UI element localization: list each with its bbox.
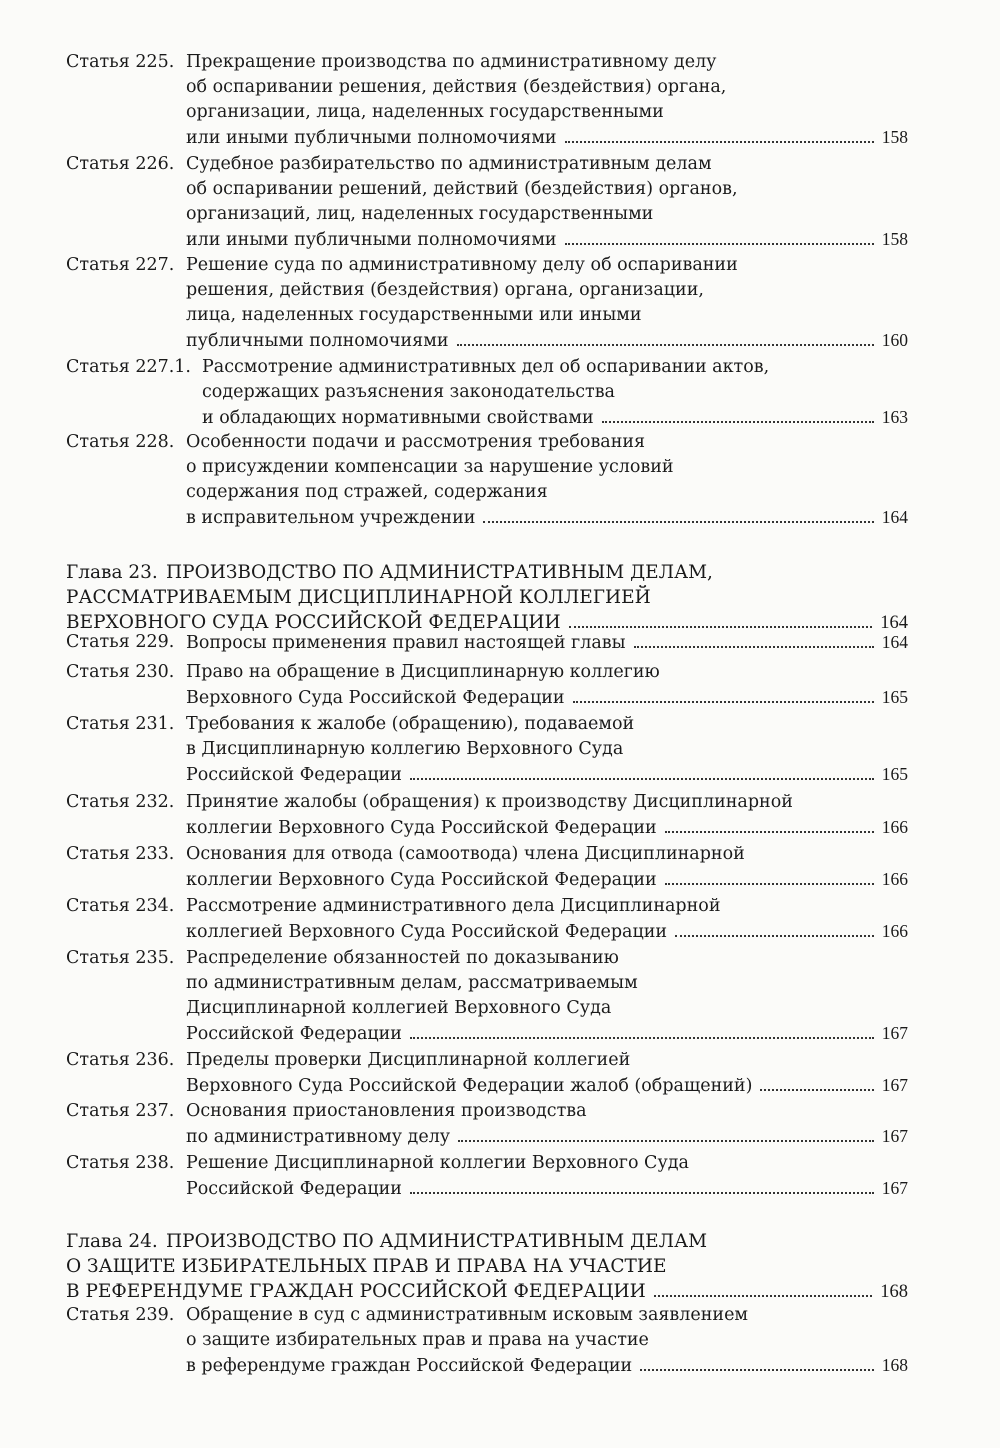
entry-label: Статья 227. (66, 255, 175, 275)
toc-entry-227-1[interactable] (66, 355, 908, 431)
entry-title-line: в исправительном учреждении (186, 508, 476, 528)
entry-title-line: Основания для отвода (самоотвода) члена Дисциплинарной (186, 844, 745, 864)
toc-entry-239[interactable] (66, 1303, 908, 1379)
entry-title-line: Российской Федерации (186, 1024, 402, 1044)
entry-title-line: Рассмотрение административных дел об оспаривании актов, (202, 357, 770, 377)
chapter-title-line: О ЗАЩИТЕ ИЗБИРАТЕЛЬНЫХ ПРАВ И ПРАВА НА УЧАСТИЕ (66, 1256, 667, 1277)
page-number: 158 (881, 229, 908, 249)
entry-title-line: содержания под стражей, содержания (186, 482, 548, 502)
page-number: 167 (881, 1178, 908, 1198)
page-number: 160 (881, 330, 908, 350)
entry-title-line: Требования к жалобе (обращению), подаваемой (186, 714, 635, 734)
entry-title-line: Обращение в суд с административным исковым заявлением (186, 1305, 749, 1325)
chapter-title-line: ПРОИЗВОДСТВО ПО АДМИНИСТРАТИВНЫМ ДЕЛАМ, (166, 562, 713, 583)
toc-entry-226[interactable] (66, 152, 908, 253)
dot-leader (665, 883, 874, 885)
entry-label: Статья 225. (66, 52, 175, 72)
page-number: 165 (881, 687, 908, 707)
page-number: 164 (880, 613, 908, 633)
page-number: 164 (881, 507, 908, 527)
entry-title-line: Решение суда по административному делу об оспаривании (186, 255, 738, 275)
entry-title-line: Российской Федерации (186, 1179, 402, 1199)
chapter-title-line: В РЕФЕРЕНДУМЕ ГРАЖДАН РОССИЙСКОЙ ФЕДЕРАЦИИ (66, 1281, 646, 1302)
page-number: 167 (881, 1075, 908, 1095)
entry-title-line: Верховного Суда Российской Федерации (186, 688, 565, 708)
toc-entry-231[interactable] (66, 712, 908, 788)
chapter-label: Глава 23. (66, 562, 158, 583)
entry-title-line: Рассмотрение административного дела Дисциплинарной (186, 896, 721, 916)
entry-title-line: или иными публичными полномочиями (186, 128, 557, 148)
chapter-title-line: ВЕРХОВНОГО СУДА РОССИЙСКОЙ ФЕДЕРАЦИИ (66, 612, 561, 633)
entry-title-line: Вопросы применения правил настоящей главы (186, 633, 626, 653)
entry-label: Статья 229. (66, 632, 175, 652)
dot-leader (602, 421, 874, 423)
dot-leader (654, 1295, 872, 1297)
entry-label: Статья 237. (66, 1101, 175, 1121)
page-number: 168 (881, 1355, 908, 1375)
page-number: 168 (880, 1282, 908, 1302)
entry-title-line: Судебное разбирательство по административным делам (186, 154, 712, 174)
entry-title-line: об оспаривании решения, действия (бездействия) органа, (186, 77, 727, 97)
entry-title-line: Пределы проверки Дисциплинарной коллегией (186, 1050, 631, 1070)
entry-title-line: в Дисциплинарную коллегию Верховного Суда (186, 739, 624, 759)
entry-title-line: содержащих разъяснения законодательства (202, 382, 615, 402)
entry-title-line: коллегией Верховного Суда Российской Федерации (186, 922, 668, 942)
entry-label: Статья 233. (66, 844, 175, 864)
dot-leader (483, 521, 873, 523)
entry-title-line: Верховного Суда Российской Федерации жалоб (обращений) (186, 1076, 753, 1096)
entry-title-line: публичными полномочиями (186, 331, 449, 351)
entry-title-line: или иными публичными полномочиями (186, 230, 557, 250)
entry-title-line: по административным делам, рассматриваемым (186, 973, 638, 993)
toc-entry-225[interactable] (66, 50, 908, 151)
entry-title-line: коллегии Верховного Суда Российской Федерации (186, 818, 657, 838)
page-number: 158 (881, 127, 908, 147)
entry-label: Статья 228. (66, 432, 175, 452)
page-number: 165 (881, 764, 908, 784)
entry-label: Статья 234. (66, 896, 175, 916)
dot-leader (760, 1089, 873, 1091)
toc-entry-234[interactable] (66, 894, 908, 945)
dot-leader (634, 646, 874, 648)
entry-title-line: Особенности подачи и рассмотрения требования (186, 432, 646, 452)
page-number: 166 (881, 817, 908, 837)
entry-label: Статья 231. (66, 714, 175, 734)
toc-entry-232[interactable] (66, 790, 908, 841)
entry-title-line: организации, лица, наделенных государственными (186, 102, 664, 122)
page-number: 164 (881, 632, 908, 652)
entry-title-line: Решение Дисциплинарной коллегии Верховного Суда (186, 1153, 689, 1173)
entry-label: Статья 236. (66, 1050, 175, 1070)
toc-entry-230[interactable] (66, 660, 908, 711)
entry-title-line: Дисциплинарной коллегией Верховного Суда (186, 998, 612, 1018)
entry-title-line: лица, наделенных государственными или иными (186, 305, 642, 325)
dot-leader (665, 831, 874, 833)
toc-entry-229[interactable] (66, 630, 908, 656)
page-number: 167 (881, 1023, 908, 1043)
entry-label: Статья 238. (66, 1153, 175, 1173)
toc-chapter-23[interactable] (66, 560, 908, 636)
toc-entry-233[interactable] (66, 842, 908, 893)
dot-leader (410, 1192, 874, 1194)
entry-label: Статья 226. (66, 154, 175, 174)
entry-title-line: в референдуме граждан Российской Федерации (186, 1356, 633, 1376)
chapter-label: Глава 24. (66, 1231, 158, 1252)
page-number: 163 (881, 407, 908, 427)
entry-title-line: Основания приостановления производства (186, 1101, 587, 1121)
entry-title-line: и обладающих нормативными свойствами (202, 408, 594, 428)
toc-entry-236[interactable] (66, 1048, 908, 1099)
page-number: 166 (881, 921, 908, 941)
dot-leader (457, 344, 874, 346)
entry-label: Статья 227.1. (66, 357, 191, 377)
dot-leader (569, 626, 873, 628)
dot-leader (675, 935, 874, 937)
entry-label: Статья 230. (66, 662, 175, 682)
dot-leader (410, 778, 874, 780)
entry-title-line: о присуждении компенсации за нарушение условий (186, 457, 674, 477)
entry-title-line: коллегии Верховного Суда Российской Федерации (186, 870, 657, 890)
toc-entry-227[interactable] (66, 253, 908, 354)
chapter-title-line: РАССМАТРИВАЕМЫМ ДИСЦИПЛИНАРНОЙ КОЛЛЕГИЕЙ (66, 587, 651, 608)
page-number: 167 (881, 1126, 908, 1146)
entry-label: Статья 235. (66, 948, 175, 968)
toc-entry-228[interactable] (66, 430, 908, 531)
entry-title-line: организаций, лиц, наделенных государственными (186, 204, 654, 224)
entry-title-line: решения, действия (бездействия) органа, организации, (186, 280, 704, 300)
entry-label: Статья 239. (66, 1305, 175, 1325)
entry-title-line: Прекращение производства по административному делу (186, 52, 717, 72)
toc-chapter-24[interactable] (66, 1229, 908, 1305)
entry-title-line: Распределение обязанностей по доказыванию (186, 948, 619, 968)
dot-leader (565, 243, 874, 245)
toc-entry-237[interactable] (66, 1099, 908, 1150)
dot-leader (565, 141, 874, 143)
page-number: 166 (881, 869, 908, 889)
entry-title-line: о защите избирательных прав и права на участие (186, 1330, 649, 1350)
toc-entry-235[interactable] (66, 946, 908, 1047)
entry-label: Статья 232. (66, 792, 175, 812)
entry-title-line: Право на обращение в Дисциплинарную коллегию (186, 662, 660, 682)
chapter-title-line: ПРОИЗВОДСТВО ПО АДМИНИСТРАТИВНЫМ ДЕЛАМ (166, 1231, 708, 1252)
entry-title-line: об оспаривании решений, действий (бездействия) органов, (186, 179, 738, 199)
toc-entry-238[interactable] (66, 1151, 908, 1202)
dot-leader (640, 1369, 874, 1371)
dot-leader (573, 701, 874, 703)
entry-title-line: Российской Федерации (186, 765, 402, 785)
entry-title-line: Принятие жалобы (обращения) к производству Дисциплинарной (186, 792, 793, 812)
dot-leader (410, 1037, 874, 1039)
entry-title-line: по административному делу (186, 1127, 451, 1147)
dot-leader (458, 1140, 874, 1142)
